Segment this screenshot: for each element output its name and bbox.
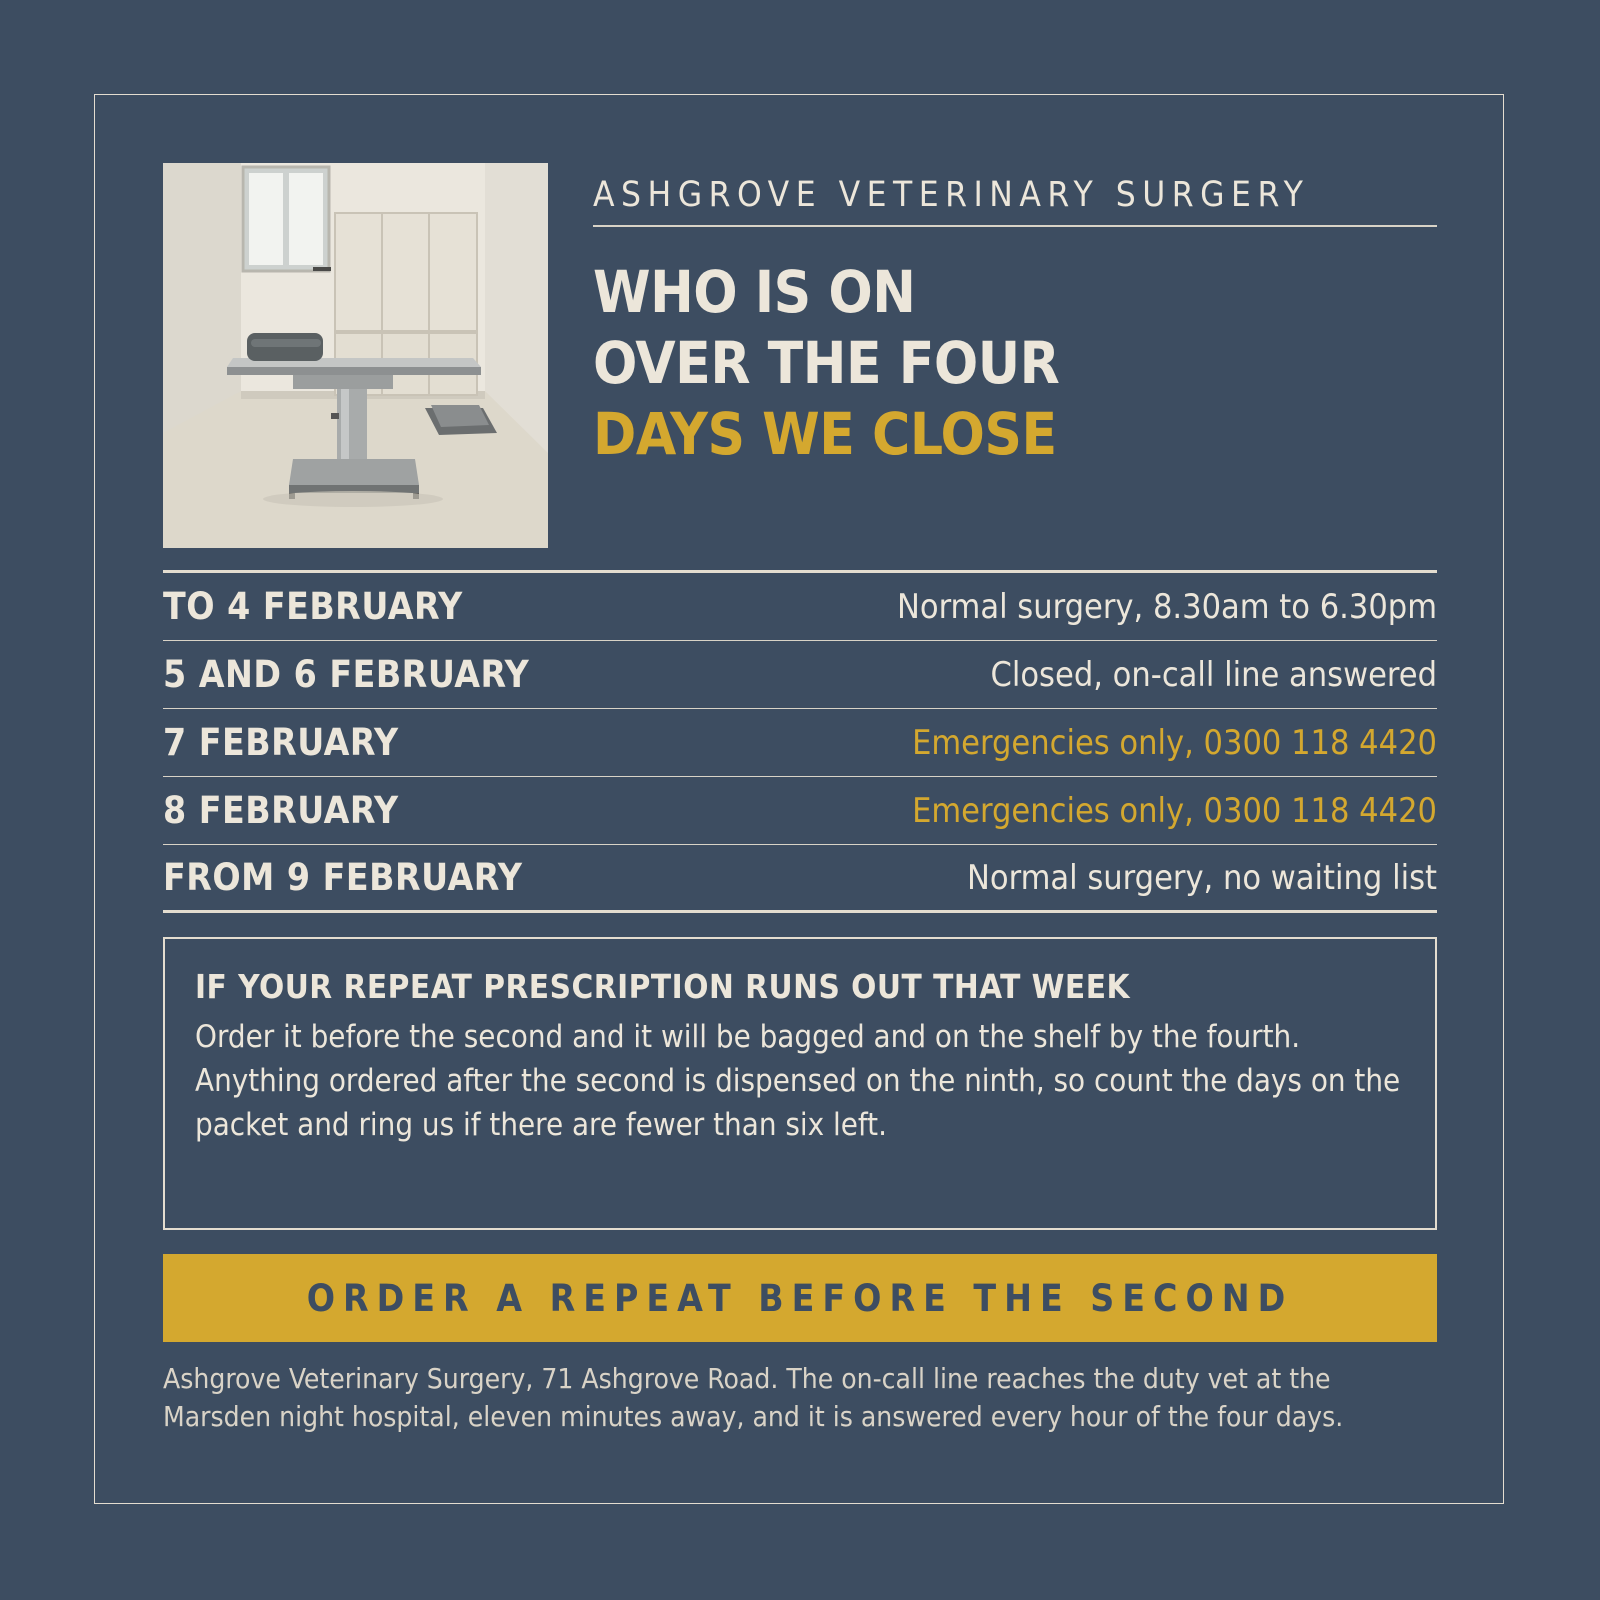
headline — [593, 257, 1437, 470]
schedule-date: 8 FEBRUARY — [163, 789, 399, 832]
schedule-status: Closed, on-call line answered — [990, 654, 1437, 695]
schedule-status-emergency: Emergencies only, 0300 118 4420 — [912, 722, 1437, 763]
schedule-date: FROM 9 FEBRUARY — [163, 856, 523, 899]
poster-content — [163, 163, 1437, 1436]
headline-line-1: WHO IS ON — [593, 257, 916, 326]
organisation-name: ASHGROVE VETERINARY SURGERY — [593, 175, 1310, 215]
footer-text: Ashgrove Veterinary Surgery, 71 Ashgrove Road. The on-call line reaches the duty vet at the Marsden night hospital, eleven minutes away, and it is answered every hour of the four days. — [163, 1362, 1344, 1433]
schedule-status-emergency: Emergencies only, 0300 118 4420 — [912, 790, 1437, 831]
schedule-status: Normal surgery, no waiting list — [967, 857, 1437, 898]
order-repeat-button[interactable]: ORDER A REPEAT BEFORE THE SECOND — [163, 1254, 1437, 1342]
schedule-row — [163, 777, 1437, 845]
header-text — [593, 163, 1437, 470]
schedule-date: 7 FEBRUARY — [163, 721, 399, 764]
exam-room-photo — [163, 163, 548, 548]
notice-title: IF YOUR REPEAT PRESCRIPTION RUNS OUT THAT WEEK — [195, 967, 1131, 1006]
headline-line-3: DAYS WE CLOSE — [593, 399, 1057, 468]
schedule-date: TO 4 FEBRUARY — [163, 585, 463, 628]
schedule-status: Normal surgery, 8.30am to 6.30pm — [897, 586, 1437, 627]
schedule-row — [163, 641, 1437, 709]
prescription-notice-box — [163, 937, 1437, 1230]
header-section — [163, 163, 1437, 548]
notice-body: Order it before the second and it will be bagged and on the shelf by the fourth. Anything ordered after the second is dispensed on the ninth, so count the days on the packet and ring us if there are fewer than six left. — [195, 1019, 1401, 1143]
schedule-date: 5 AND 6 FEBRUARY — [163, 653, 530, 696]
schedule-row — [163, 709, 1437, 777]
schedule-row — [163, 573, 1437, 641]
schedule-table — [163, 570, 1437, 913]
schedule-row — [163, 845, 1437, 913]
header-divider — [593, 225, 1437, 227]
headline-line-2: OVER THE FOUR — [593, 328, 1060, 397]
